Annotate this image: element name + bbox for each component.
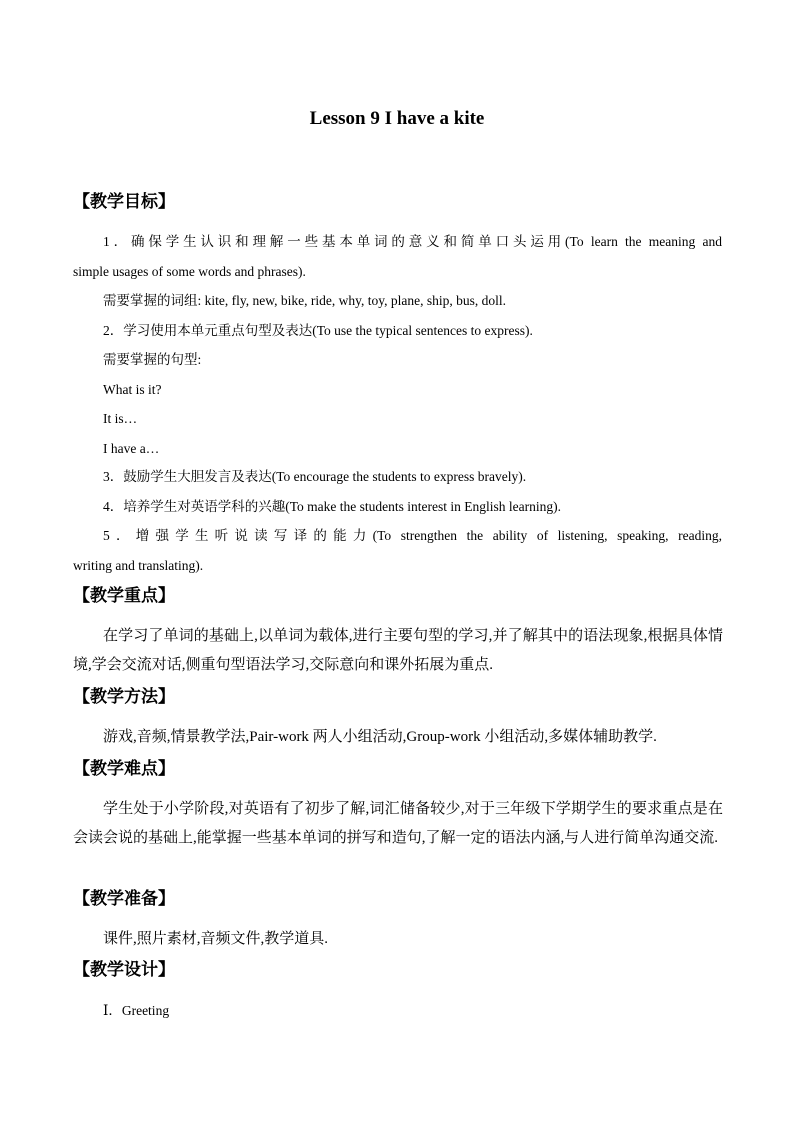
methods-text: 游戏,音频,情景教学法,Pair-work 两人小组活动,Group-work 小组活动,多媒体辅助教学. [103,729,657,745]
objective-item-4: 4．培养学生对英语学科的兴趣(To make the students interest in English learning). [103,499,561,514]
page-title: Lesson 9 I have a kite [309,108,485,129]
objective-item-2: 2．学习使用本单元重点句型及表达(To use the typical sentences to express). [103,323,533,338]
preparation-text: 课件,照片素材,音频文件,教学道具. [103,931,329,947]
objective-patterns-label: 需要掌握的句型: [103,352,202,367]
key-points-text: 在学习了单词的基础上,以单词为载体,进行主要句型的学习,并了解其中的语法现象,根据具体情境,学会交流对话,侧重句型语法学习,交际意向和课外拓展为重点. [73,628,723,673]
objective-item-1-line-1: 1．确保学生认识和理解一些基本单词的意义和简单口头运用(To learn the meaning and [103,234,722,249]
heading-objectives: 【教学目标】 [73,192,175,212]
objective-item-5-line-1: 5．增强学生听说读写译的能力(To strengthen the ability of listening, speaking, reading, [103,528,722,543]
objective-pattern-2: It is… [103,411,138,426]
heading-difficulties: 【教学难点】 [73,759,175,779]
difficulties-text: 学生处于小学阶段,对英语有了初步了解,词汇储备较少,对于三年级下学期学生的要求重点是在会读会说的基础上,能掌握一些基本单词的拼写和造句,了解一定的语法内涵,与人进行简单沟通交流. [73,801,723,846]
heading-key-points: 【教学重点】 [73,586,175,606]
heading-preparation: 【教学准备】 [73,889,175,909]
design-step-1: Ⅰ．Greeting [103,1003,170,1018]
objective-item-3: 3．鼓励学生大胆发言及表达(To encourage the students to express bravely). [103,469,527,484]
heading-design: 【教学设计】 [73,960,175,980]
objective-pattern-1: What is it? [103,382,162,397]
objective-vocab: 需要掌握的词组: kite, fly, new, bike, ride, why, toy, plane, ship, bus, doll. [103,293,506,308]
heading-methods: 【教学方法】 [73,687,175,707]
objective-pattern-3: I have a… [103,441,160,456]
objective-item-5-line-2: writing and translating). [73,558,204,573]
objective-item-1-line-2: simple usages of some words and phrases). [73,264,306,279]
